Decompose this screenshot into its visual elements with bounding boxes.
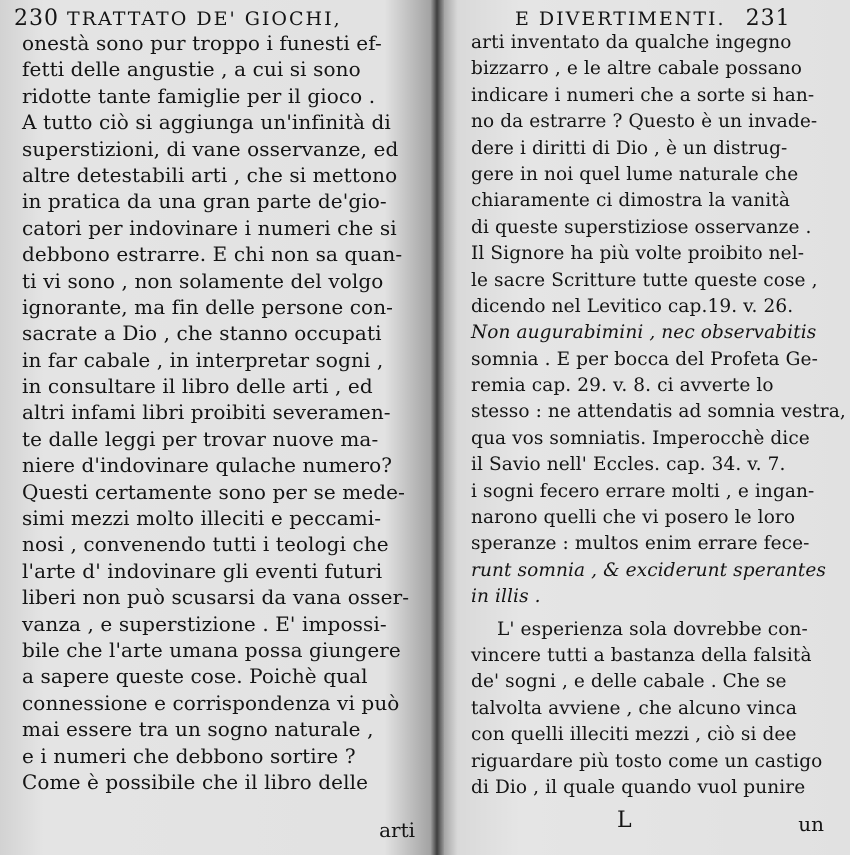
left-page-number: 230 (14, 6, 59, 31)
text-line: stesso : ne attendatis ad somnia vestra, (471, 401, 846, 423)
text-line: in illis . (471, 586, 541, 608)
text-line: bizzarro , e le altre cabale possano (471, 58, 803, 80)
text-line: talvolta avviene , che alcuno vinca (471, 697, 797, 719)
text-line: catori per indovinare i numeri che si (22, 215, 397, 240)
text-line: remia cap. 29. v. 8. ci avverte lo (471, 375, 774, 397)
text-line: altre detestabili arti , che si mettono (22, 162, 398, 187)
text-line: ridotte tante famiglie per il gioco . (22, 83, 376, 108)
right-page-number: 231 (745, 6, 791, 31)
text-line: niere d'indovinare qulache numero? (22, 453, 393, 478)
text-line: vincere tutti a bastanza della falsità (471, 644, 812, 666)
text-line: dicendo nel Levitico cap.19. v. 26. (471, 295, 794, 317)
text-line: de' sogni , e delle cabale . Che se (471, 671, 787, 693)
right-page (437, 0, 850, 855)
right-text-block (471, 30, 845, 801)
text-line: A tutto ciò si aggiunga un'infinità di (22, 110, 391, 135)
text-line: di Dio , il quale quando vuol punire (471, 776, 806, 798)
text-line: in pratica da una gran parte de'gio- (22, 189, 387, 214)
text-line: i sogni fecero errare molti , e ingan- (471, 480, 815, 502)
text-line: di queste superstiziose osservanze . (471, 216, 812, 238)
text-line: superstizioni, di vane osservanze, ed (22, 136, 399, 161)
text-line: riguardare più tosto come un castigo (471, 750, 823, 772)
text-line: connessione e corrispondenza vi può (22, 690, 400, 715)
text-line: arti inventato da qualche ingegno (471, 32, 792, 53)
text-line: Questi certamente sono per se mede- (22, 479, 405, 504)
book-gutter (430, 0, 444, 855)
text-line: a sapere queste cose. Poichè qual (22, 664, 368, 689)
text-line: debbono estrarre. E chi non sa quan- (22, 242, 403, 267)
text-line: L' esperienza sola dovrebbe con- (497, 618, 808, 640)
text-line: sacrate a Dio , che stanno occupati (22, 321, 382, 346)
text-line: e i numeri che debbono sortire ? (22, 743, 356, 768)
text-line: bile che l'arte umana possa giungere (22, 637, 401, 662)
text-line: le sacre Scritture tutte queste cose , (471, 269, 818, 291)
text-line: te dalle leggi per trovar nuove ma- (22, 426, 379, 451)
left-text-block (22, 30, 417, 795)
text-line: ti vi sono , non solamente del volgo (22, 268, 384, 293)
text-line: nosi , convenendo tutti i teologi che (22, 532, 389, 557)
text-line: Come è possibile che il libro delle (22, 769, 368, 794)
text-line: l'arte d' indovinare gli eventi futuri (22, 558, 383, 583)
signature-mark: L (617, 808, 632, 833)
text-line: vanza , e superstizione . E' impossi- (22, 611, 387, 636)
text-line: fetti delle angustie , a cui si sono (22, 57, 361, 82)
text-line: no da estrarre ? Questo è un invade- (471, 111, 818, 133)
text-line: in consultare il libro delle arti , ed (22, 374, 373, 399)
text-line: Il Signore ha più volte proibito nel- (471, 243, 805, 265)
left-running-title: TRATTATO DE' GIOCHI, (67, 8, 342, 30)
text-line: narono quelli che vi posero le loro (471, 507, 796, 529)
text-line: somnia . E per bocca del Profeta Ge- (471, 348, 818, 370)
text-line: gere in noi quel lume naturale che (471, 163, 799, 185)
text-line: onestà sono pur troppo i funesti ef- (22, 31, 382, 55)
text-line: liberi non può scusarsi da vana osser- (22, 585, 410, 610)
text-line: chiaramente ci dimostra la vanità (471, 190, 790, 212)
text-line: speranze : multos enim errare fece- (471, 533, 810, 555)
text-line: dere i diritti di Dio , è un distrug- (471, 137, 788, 159)
text-line: qua vos somniatis. Imperocchè dice (471, 427, 810, 449)
text-line: con quelli illeciti mezzi , ciò si dee (471, 724, 797, 746)
right-catchword: un (798, 812, 824, 836)
text-line: Non augurabimini , nec observabitis (471, 322, 817, 344)
text-line: ignorante, ma fin delle persone con- (22, 294, 394, 319)
text-line: mai essere tra un sogno naturale , (22, 717, 374, 742)
text-line: runt somnia , & exciderunt sperantes (471, 559, 827, 581)
text-line: il Savio nell' Eccles. cap. 34. v. 7. (471, 454, 786, 476)
text-line: simi mezzi molto illeciti e peccami- (22, 506, 382, 531)
text-line: altri infami libri proibiti severamen- (22, 400, 391, 425)
text-line: indicare i numeri che a sorte si han- (471, 84, 815, 106)
text-line: in far cabale , in interpretar sogni , (22, 347, 384, 372)
left-catchword: arti (379, 818, 415, 842)
right-running-title: E DIVERTIMENTI. (515, 8, 726, 30)
